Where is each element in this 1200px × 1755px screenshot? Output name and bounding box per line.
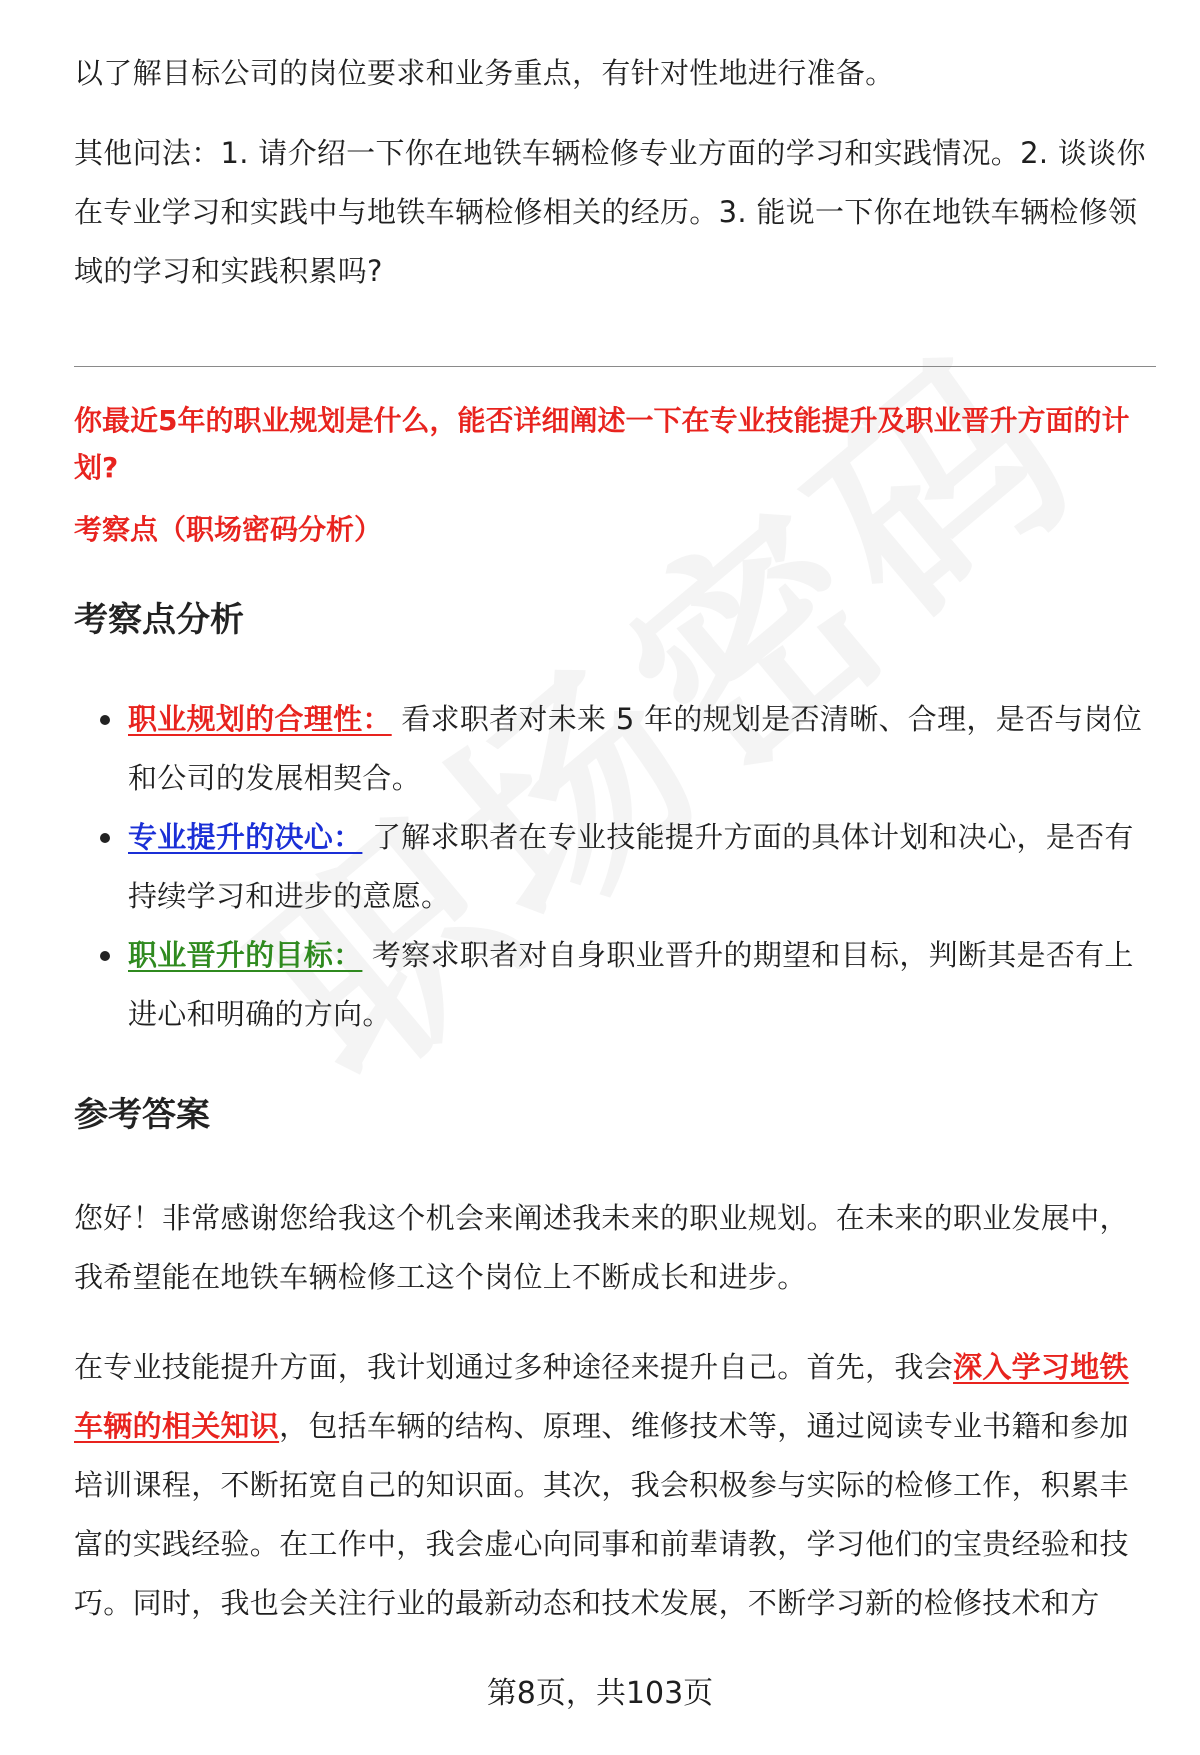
answer-paragraph-1: 您好！非常感谢您给我这个机会来阐述我未来的职业规划。在未来的职业发展中，我希望能在地铁车辆检修工这个岗位上不断成长和进步。 (74, 1201, 1129, 1294)
bullet-icon (100, 833, 110, 843)
other-questions: 其他问法：1. 请介绍一下你在地铁车辆检修专业方面的学习和实践情况。2. 谈谈你在专业学习和实践中与地铁车辆检修相关的经历。3. 能说一下你在地铁车辆检修领域的学习和实践积累吗? (74, 136, 1146, 288)
answer-highlight: 深入学习地铁车辆的相关知识 (74, 1350, 1129, 1443)
section-divider (74, 366, 1156, 367)
answer-heading: 参考答案 (74, 1095, 210, 1135)
question-subtitle: 考察点（职场密码分析） (74, 513, 383, 546)
analysis-keyword: 专业提升的决心： (128, 820, 363, 854)
analysis-item (128, 926, 1156, 1044)
analysis-text: 看求职者对未来 5 年的规划是否清晰、合理，是否与岗位和公司的发展相契合。 (128, 702, 1143, 795)
page-number: 第8页，共103页 (486, 1676, 714, 1711)
bullet-icon (100, 715, 110, 725)
intro-line: 以了解目标公司的岗位要求和业务重点，有针对性地进行准备。 (74, 56, 895, 90)
analysis-text: 了解求职者在专业技能提升方面的具体计划和决心，是否有持续学习和进步的意愿。 (128, 820, 1134, 913)
bullet-icon (100, 951, 110, 961)
answer-text: ，包括车辆的结构、原理、维修技术等，通过阅读专业书籍和参加培训课程，不断拓宽自己的知识面。其次，我会积极参与实际的检修工作，积累丰富的实践经验。在工作中，我会虚心向同事和前辈请教，学习他们的宝贵经验和技巧。同时，我也会关注行业的最新动态和技术发展，不断学习新的检修技术和方 (74, 1409, 1129, 1620)
analysis-item (128, 690, 1156, 808)
analysis-keyword: 职业晋升的目标： (128, 938, 363, 972)
analysis-list (128, 690, 1156, 1044)
analysis-text: 考察求职者对自身职业晋升的期望和目标，判断其是否有上进心和明确的方向。 (128, 938, 1134, 1031)
analysis-heading: 考察点分析 (74, 600, 244, 640)
analysis-keyword: 职业规划的合理性： (128, 702, 392, 736)
answer-text: 在专业技能提升方面，我计划通过多种途径来提升自己。首先，我会 (74, 1350, 954, 1384)
analysis-item (128, 808, 1156, 926)
answer-paragraph-2 (74, 1338, 1156, 1633)
question-title: 你最近5年的职业规划是什么，能否详细阐述一下在专业技能提升及职业晋升方面的计划? (74, 404, 1130, 484)
